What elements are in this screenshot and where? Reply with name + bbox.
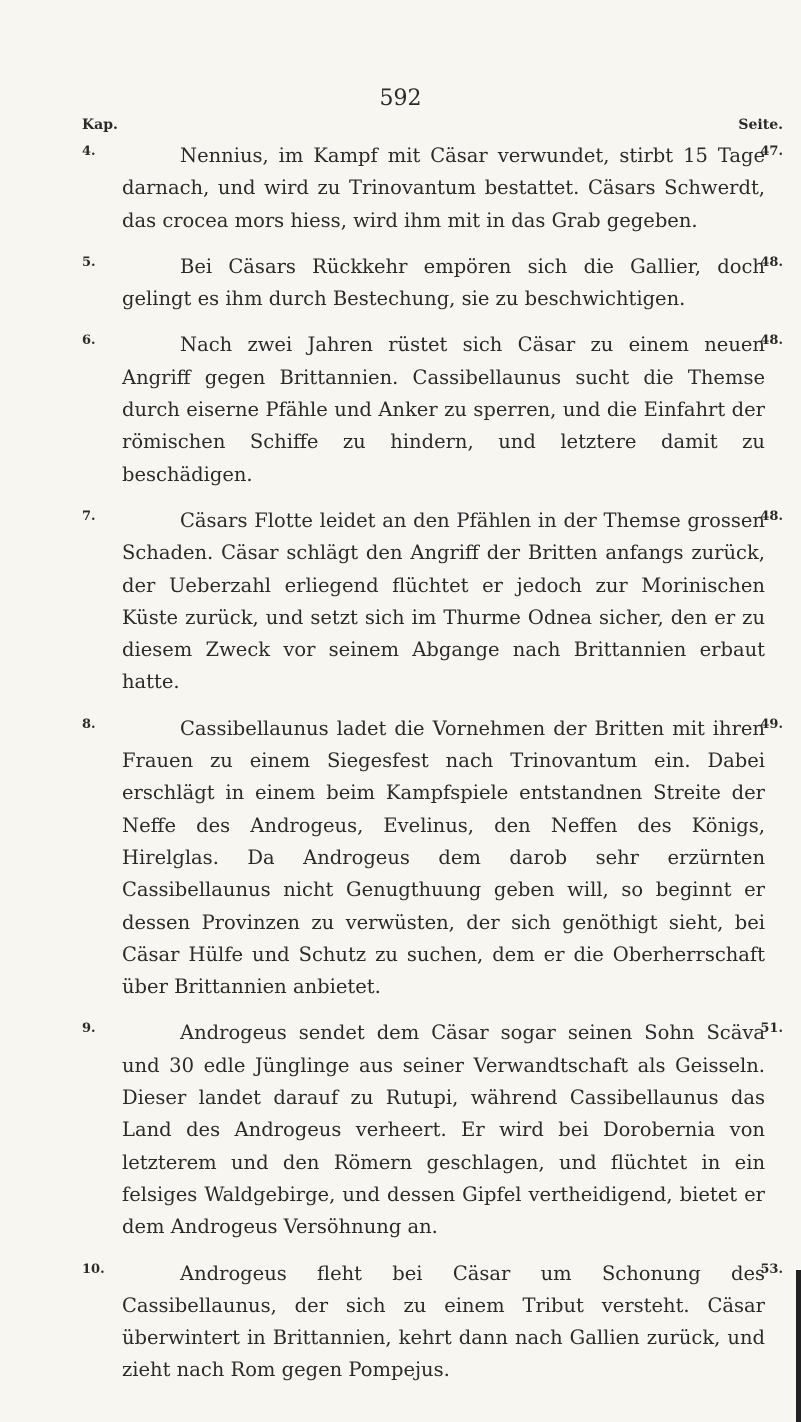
page-reference: 51. — [760, 1021, 783, 1037]
chapter-entry — [0, 505, 801, 699]
chapter-entry — [0, 251, 801, 316]
page-reference: 49. — [760, 716, 783, 732]
chapter-number: 8. — [82, 716, 96, 732]
chapter-summary: Bei Cäsars Rückkehr empören sich die Gallier, doch gelingt es ihm durch Bestechung, sie zu beschwichtigen. — [122, 254, 765, 311]
chapter-summary: Androgeus sendet dem Cäsar sogar seinen Sohn Scäva und 30 edle Jünglinge aus seiner Verwandtschaft als Geisseln. Dieser landet darauf zu Rutupi, während Cassibellaunus das Land des Androgeus verheert. Er wird bei Dorobernia von letzterem und den Römern geschlagen, und flüchtet in ein felsiges Waldgebirge, und dessen Gipfel vertheidigend, bietet er dem Androgeus Versöhnung an. — [122, 1021, 765, 1239]
chapter-number: 9. — [82, 1021, 96, 1037]
chapter-number: 4. — [82, 144, 96, 159]
page-number: 592 — [379, 86, 422, 111]
page-reference: 48. — [760, 333, 783, 349]
chapter-number: 10. — [82, 1261, 105, 1277]
page-reference: 48. — [760, 508, 783, 524]
chapter-entry — [0, 329, 801, 490]
page-reference: 48. — [760, 254, 783, 270]
chapter-number: 6. — [82, 333, 96, 349]
chapter-entry — [0, 140, 801, 237]
page-reference: 47. — [760, 144, 783, 159]
chapter-number: 7. — [82, 508, 96, 524]
chapter-entry — [0, 713, 801, 1004]
chapter-summary: Nach zwei Jahren rüstet sich Cäsar zu einem neuen Angriff gegen Brittannien. Cassibellaunus sucht die Themse durch eiserne Pfähle und Anker zu sperren, und die Einfahrt der römischen Schiffe zu hindern, und letztere damit zu beschädigen. — [122, 333, 765, 486]
chapter-summary: Cassibellaunus ladet die Vornehmen der Britten mit ihren Frauen zu einem Siegesfest nach Trinovantum ein. Dabei erschlägt in einem beim Kampfspiele entstandnen Streite der Neffe des Androgeus, Evelinus, den Neffen des Königs, Hirelglas. Da Androgeus dem darob sehr erzürnten Cassibellaunus nicht Genugthuung geben will, so beginnt er dessen Provinzen zu verwüsten, der sich genöthigt sieht, bei Cäsar Hülfe und Schutz zu suchen, dem er die Oberherrschaft über Brittannien anbietet. — [122, 716, 765, 999]
chapter-summary: Androgeus fleht bei Cäsar um Schonung des Cassibellaunus, der sich zu einem Tribut versteht. Cäsar überwintert in Brittannien, kehrt dann nach Gallien zurück, und zieht nach Rom gegen Pompejus. — [122, 1261, 765, 1382]
chapter-summary: Cäsars Flotte leidet an den Pfählen in der Themse grossen Schaden. Cäsar schlägt den Angriff der Britten anfangs zurück, der Ueberzahl erliegend flüchtet er jedoch zur Morinischen Küste zurück, und setzt sich im Thurme Odnea sicher, den er zu diesem Zweck vor seinem Abgange nach Brittannien erbaut hatte. — [122, 508, 765, 694]
chapter-number: 5. — [82, 254, 96, 270]
page-reference: 53. — [760, 1261, 783, 1277]
chapter-entry — [0, 1258, 801, 1387]
chapter-summary: Nennius, im Kampf mit Cäsar verwundet, stirbt 15 Tage darnach, und wird zu Trinovantum bestattet. Cäsars Schwerdt, das crocea mors hiess, wird ihm mit in das Grab gegeben. — [122, 144, 765, 232]
kap-column-header: Kap. — [82, 117, 118, 133]
page-edge-shadow — [796, 1270, 801, 1422]
chapter-list — [0, 140, 801, 1401]
seite-column-header: Seite. — [738, 117, 783, 133]
chapter-entry — [0, 1017, 801, 1243]
